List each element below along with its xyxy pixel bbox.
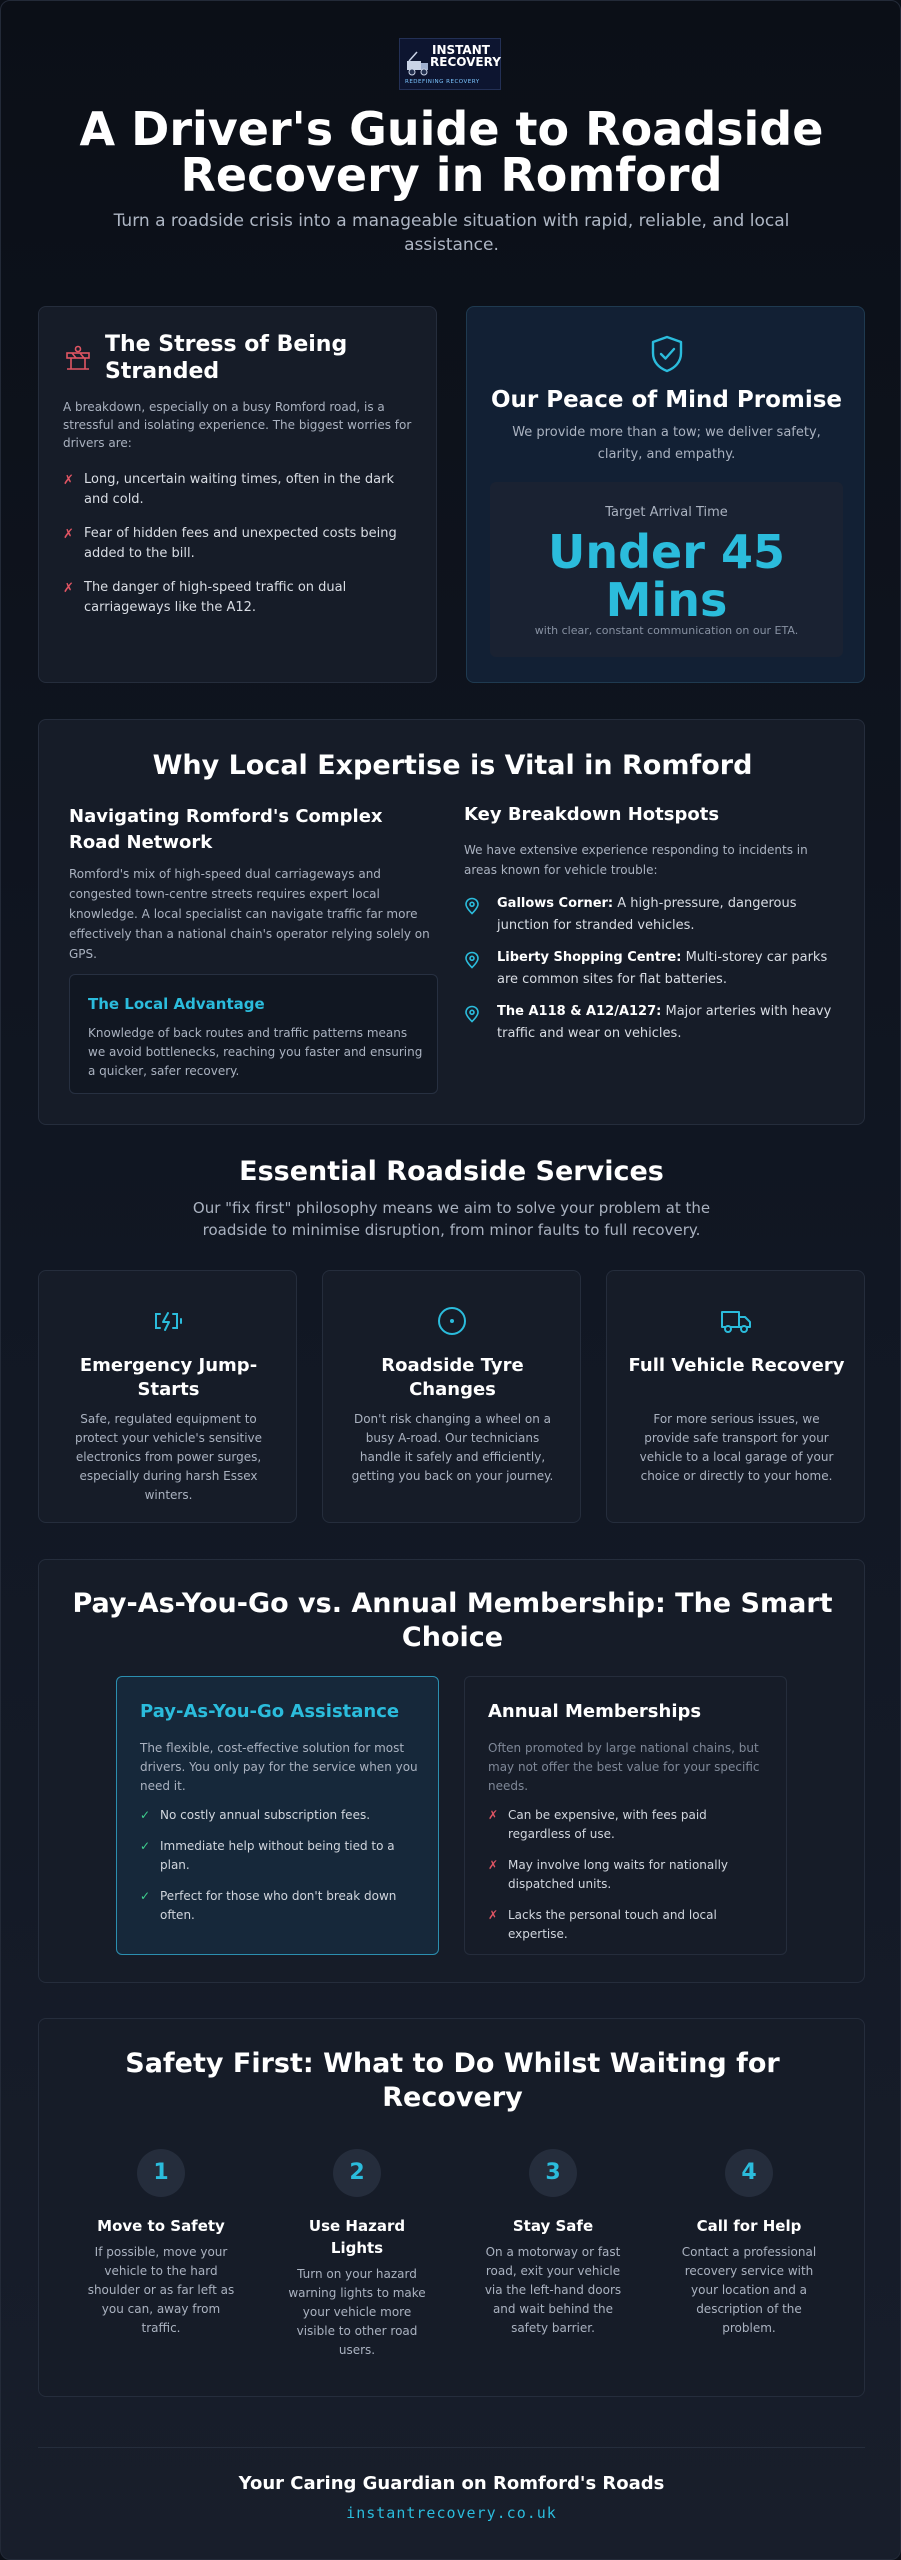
step-title: Call for Help	[696, 2217, 802, 2235]
membership-drawbacks-list	[488, 1806, 773, 1956]
map-pin-icon	[464, 951, 480, 969]
service-card-tyre-change	[322, 1270, 581, 1523]
service-text: Don't risk changing a wheel on a busy A-road. Our technicians handle it safely and efficiently, getting you back on your journey.	[351, 1412, 554, 1483]
road-network-text: Romford's mix of high-speed dual carriageways and congested town-centre streets requires expert local knowledge. A local specialist can navigate traffic far more effectively than a national chain's operator relying solely on GPS.	[69, 867, 430, 961]
tyre-icon	[435, 1304, 469, 1338]
list-item: ✓ Immediate help without being tied to a plan.	[140, 1839, 395, 1872]
payg-benefits-list	[140, 1806, 425, 1937]
logo-tagline: REDEFINING RECOVERY	[405, 79, 480, 85]
cross-icon: ✗	[488, 1808, 499, 1822]
service-title: Roadside Tyre Changes	[381, 1355, 524, 1400]
step-text: Contact a professional recovery service with your location and a description of the problem.	[681, 2245, 817, 2335]
footer-divider	[38, 2447, 865, 2448]
cross-icon: ✗	[63, 473, 74, 488]
services-intro: Our "fix first" philosophy means we aim to solve your problem at the roadside to minimise disruption, from minor faults to full recovery.	[192, 1199, 711, 1239]
step-number: 3	[529, 2149, 577, 2197]
service-title: Full Vehicle Recovery	[628, 1355, 845, 1376]
list-item: ✗ Long, uncertain waiting times, often in the dark and cold.	[63, 472, 395, 507]
promise-heading: Our Peace of Mind Promise	[490, 387, 843, 413]
local-advantage-box	[69, 974, 438, 1094]
safety-heading: Safety First: What to Do Whilst Waiting for Recovery	[125, 2048, 780, 2113]
logo-text-line1: INSTANT	[432, 43, 490, 57]
eta-footnote: with clear, constant communication on our ETA.	[534, 624, 799, 637]
map-pin-icon	[464, 1005, 480, 1023]
membership-column	[464, 1676, 787, 1955]
target-arrival-label: Target Arrival Time	[605, 505, 728, 520]
payg-column	[116, 1676, 439, 1955]
cross-icon: ✗	[63, 527, 74, 542]
list-item: ✗ May involve long waits for nationally dispatched units.	[488, 1858, 729, 1891]
check-icon: ✓	[140, 1889, 151, 1903]
list-item: ✗ Can be expensive, with fees paid regardless of use.	[488, 1808, 707, 1841]
map-pin-icon	[464, 897, 480, 915]
promise-description: We provide more than a tow; we deliver safety, clarity, and empathy.	[512, 425, 821, 462]
list-item: ✓ Perfect for those who don't break down often.	[140, 1889, 397, 1922]
step-number: 1	[137, 2149, 185, 2197]
worries-list	[63, 470, 418, 632]
safety-step	[282, 2149, 432, 2360]
safety-first-section	[38, 2018, 865, 2397]
step-text: If possible, move your vehicle to the hard shoulder or as far left as you can, away from traffic.	[87, 2245, 235, 2335]
membership-title: Annual Memberships	[488, 1701, 702, 1722]
stress-intro: A breakdown, especially on a busy Romford road, is a stressful and isolating experience. The biggest worries for drivers are:	[63, 400, 412, 450]
payg-vs-membership-section	[38, 1559, 865, 1983]
list-item: ✗ The danger of high-speed traffic on dual carriageways like the A12.	[63, 580, 347, 615]
service-title: Emergency Jump-Starts	[79, 1355, 258, 1400]
target-arrival-value: Under 45 Mins	[548, 525, 785, 627]
step-title: Move to Safety	[97, 2217, 225, 2235]
logo-text-line2: RECOVERY	[430, 55, 501, 69]
hotspots-intro: We have extensive experience responding to incidents in areas known for vehicle trouble:	[464, 843, 808, 877]
step-title: Use Hazard Lights	[308, 2217, 406, 2257]
footer-title: Your Caring Guardian on Romford's Roads	[238, 2473, 665, 2494]
comparison-heading: Pay-As-You-Go vs. Annual Membership: The Smart Choice	[72, 1588, 833, 1653]
page-subtitle: Turn a roadside crisis into a manageable situation with rapid, reliable, and local assistance.	[113, 211, 790, 255]
stress-heading: The Stress of Being Stranded	[105, 332, 348, 384]
local-advantage-text: Knowledge of back routes and traffic patterns means we avoid bottlenecks, reaching you faster and ensuring a quicker, safer recovery.	[88, 1026, 423, 1078]
battery-charging-icon	[151, 1304, 185, 1338]
service-text: For more serious issues, we provide safe transport for your vehicle to a local garage of your choice or directly to your home.	[639, 1412, 834, 1483]
payg-title: Pay-As-You-Go Assistance	[140, 1701, 400, 1722]
service-card-full-recovery	[606, 1270, 865, 1523]
hotspots-heading: Key Breakdown Hotspots	[464, 804, 720, 825]
check-icon: ✓	[140, 1808, 151, 1822]
payg-text: The flexible, cost-effective solution for most drivers. You only pay for the service when you need it.	[140, 1741, 418, 1793]
step-number: 4	[725, 2149, 773, 2197]
road-network-heading: Navigating Romford's Complex Road Network	[69, 806, 383, 853]
service-card-jump-start	[38, 1270, 297, 1523]
target-arrival-box	[490, 482, 843, 657]
cross-icon: ✗	[63, 581, 74, 596]
services-heading: Essential Roadside Services	[239, 1156, 664, 1187]
list-item: ✗ Lacks the personal touch and local expertise.	[488, 1908, 717, 1941]
peace-of-mind-card	[466, 306, 865, 683]
stranded-stress-card	[38, 306, 437, 683]
page-title: A Driver's Guide to Roadside Recovery in Romford	[79, 102, 824, 202]
check-icon: ✓	[140, 1839, 151, 1853]
shield-check-icon	[649, 334, 685, 374]
cross-icon: ✗	[488, 1858, 499, 1872]
safety-step	[478, 2149, 628, 2338]
safety-step	[86, 2149, 236, 2338]
step-text: On a motorway or fast road, exit your vehicle via the left-hand doors and wait behind the safety barrier.	[484, 2245, 622, 2335]
road-barrier-icon	[65, 345, 91, 371]
membership-text: Often promoted by large national chains, but may not offer the best value for your specific needs.	[488, 1741, 760, 1793]
local-expertise-heading: Why Local Expertise is Vital in Romford	[152, 750, 753, 781]
truck-icon	[719, 1304, 753, 1338]
safety-step	[674, 2149, 824, 2338]
local-expertise-section: Why Local Expertise is Vital in Romford Navigating Romford's Complex Road Network Romford's mix of high-speed dual carriageways and congested town-centre streets requires expert local knowledge. A local specialist can navigate traffic far more effectively than a national chain's operator relying solely on GPS. The Local Advantage Knowledge of back routes and traffic patterns means we avoid bottlenecks, reaching you faster and ensuring a quicker, safer recovery. Key Breakdown Hotspots We have extensive experience responding to incidents in areas known for vehicle trouble: Gallows Corner: A high-pressure, dangerous junction for stranded vehicles. Liberty Shopping Centre: Multi-storey car parks are common sites for flat batteries. The A118 & A12/A127: Major arteries with heavy traffic and wear on vehicles.	[38, 719, 865, 1125]
cross-icon: ✗	[488, 1908, 499, 1922]
service-text: Safe, regulated equipment to protect your vehicle's sensitive electronics from power surges, especially during harsh Essex winters.	[74, 1412, 263, 1502]
step-title: Stay Safe	[512, 2217, 594, 2235]
list-item: ✓ No costly annual subscription fees.	[140, 1806, 425, 1825]
local-advantage-heading: The Local Advantage	[88, 995, 265, 1013]
list-item: ✗ Fear of hidden fees and unexpected costs being added to the bill.	[63, 526, 397, 561]
tow-truck-logo-icon	[406, 49, 430, 79]
step-number: 2	[333, 2149, 381, 2197]
step-text: Turn on your hazard warning lights to make your vehicle more visible to other road users.	[288, 2267, 426, 2357]
brand-logo[interactable]	[399, 38, 501, 90]
footer-website-link[interactable]: instantrecovery.co.uk	[346, 2504, 557, 2522]
